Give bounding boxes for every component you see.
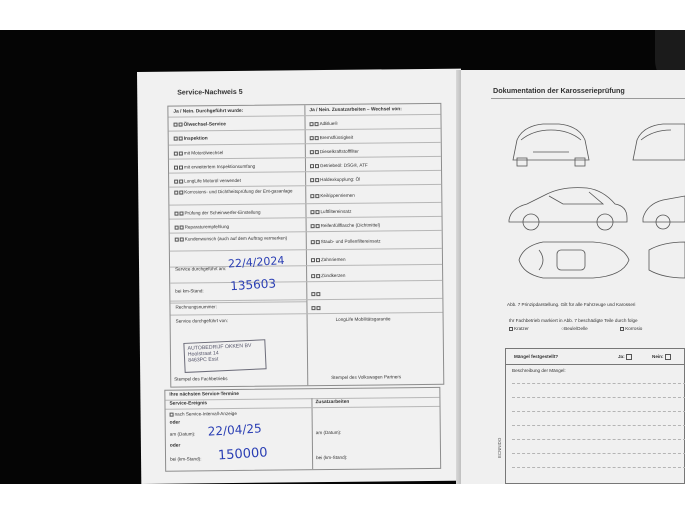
item-label: Reparaturempfehlung	[184, 224, 230, 230]
checkbox-no[interactable]	[316, 240, 320, 244]
checkbox-yes[interactable]	[310, 136, 314, 140]
extra-item	[310, 193, 355, 198]
car-front-view	[633, 124, 685, 160]
writing-line	[512, 453, 685, 454]
checkbox-yes[interactable]	[311, 240, 315, 244]
page-title: Service-Nachweis 5	[177, 88, 243, 97]
item-label: Kundenwunsch (auch auf dem Auftrag vermerken)	[184, 235, 288, 242]
grid-line	[166, 406, 440, 410]
grid-line	[165, 397, 439, 401]
checkbox-yes[interactable]	[174, 165, 178, 169]
checkbox-yes[interactable]	[310, 194, 314, 198]
checkbox-yes[interactable]	[174, 211, 178, 215]
checkbox-yes[interactable]	[311, 258, 315, 262]
extra-item	[311, 257, 346, 262]
vertical-code: ECNNIDO	[497, 437, 502, 458]
car-top-view	[519, 242, 685, 278]
next-service-table	[164, 387, 441, 472]
stamp-line: Hoolstraat 14	[187, 350, 219, 358]
stamp-line: AUTOBEDRIJF OKKEN BV	[187, 342, 252, 352]
extra-item	[311, 238, 381, 244]
title-rule	[491, 98, 685, 99]
extra-item	[311, 291, 321, 296]
checkbox-yes[interactable]	[310, 150, 314, 154]
legend-corrosion: Korrosio	[625, 326, 643, 331]
writing-line	[512, 425, 685, 426]
extra-item	[311, 222, 381, 228]
checkbox-yes[interactable]	[310, 210, 314, 214]
service-record-page	[137, 69, 465, 484]
item-label: Zahnriemen	[320, 256, 346, 263]
checkbox-yes[interactable]	[311, 306, 315, 310]
item-label: Zündkerzen	[321, 272, 346, 279]
checklist-item	[174, 150, 223, 156]
extra-item	[310, 121, 338, 126]
no-label	[652, 354, 672, 360]
checkbox-yes[interactable]	[310, 178, 314, 182]
writing-line	[512, 467, 685, 468]
vw-stamp-label: Stempel des Volkswagen Partners	[331, 374, 402, 380]
item-label: Prüfung der Scheinwerfer-Einstellung	[184, 209, 261, 216]
checkbox-no[interactable]	[179, 165, 183, 169]
item-label: LongLife Motoröl verwendet	[184, 177, 241, 184]
extra-item	[310, 177, 360, 183]
yes-label	[618, 354, 633, 360]
checkbox-yes[interactable]	[174, 123, 178, 127]
next-title: Ihre nächsten Service-Termine	[169, 391, 239, 398]
item-label: Staub- und Pollenfiltereinsatz	[320, 238, 381, 245]
writing-line	[512, 439, 685, 440]
checkbox-no[interactable]	[179, 123, 183, 127]
checkbox-no[interactable]	[180, 237, 184, 241]
checkbox-no[interactable]	[179, 151, 183, 155]
defects-header	[506, 349, 684, 365]
legend-dent: Beule/Delle	[564, 326, 588, 331]
writing-line	[512, 383, 685, 384]
item-label: Korrosions- und Dichtheitsprüfung der Ent-gasanlage	[184, 188, 293, 195]
checklist-item	[175, 224, 229, 230]
checkbox-no[interactable]	[316, 258, 320, 262]
no-text: Nein:	[652, 354, 664, 360]
checklist-item	[175, 235, 295, 241]
next-km-label: bei (km-Stand):	[170, 456, 202, 462]
checkbox-yes[interactable]	[174, 190, 178, 194]
checkbox-no[interactable]	[315, 164, 319, 168]
invoice-label: Rechnungsnummer:	[175, 304, 217, 310]
checkbox-no[interactable]	[316, 274, 320, 278]
legend-checkbox[interactable]	[620, 327, 624, 331]
extra-item	[310, 163, 368, 169]
car-diagrams	[503, 100, 685, 300]
body-inspection-page	[461, 70, 685, 484]
next-extra-header: Zusatzarbeiten	[315, 399, 350, 406]
or-label: oder	[169, 443, 181, 449]
extra-item	[310, 135, 354, 140]
checkbox-no[interactable]	[315, 150, 319, 154]
checkbox-no[interactable]	[316, 292, 320, 296]
item-label: Ölwechsel-Service	[183, 122, 226, 128]
next-event-header: Service-Ereignis	[169, 401, 208, 407]
item-label: Dieselkraftstofffilter	[319, 148, 359, 155]
next-date-handwritten: 22/04/25	[207, 421, 263, 439]
item-label: mit Motorölwechsel	[183, 150, 224, 156]
performed-by-label: Service durchgeführt von:	[175, 318, 228, 324]
checkbox-no[interactable]	[316, 224, 320, 228]
checkbox-yes[interactable]	[175, 225, 179, 229]
workshop-stamp	[183, 339, 266, 373]
checklist-item	[174, 136, 208, 142]
checkbox-no[interactable]	[179, 179, 183, 183]
defects-box	[505, 348, 685, 484]
checkbox-no[interactable]	[315, 210, 319, 214]
car-rear-view	[513, 124, 589, 166]
checkbox-no[interactable]	[315, 136, 319, 140]
no-checkbox[interactable]	[665, 354, 671, 360]
checkbox-no[interactable]	[315, 122, 319, 126]
yes-text: Ja:	[618, 354, 625, 360]
extra-item	[311, 305, 321, 310]
checklist-item	[174, 122, 226, 128]
item-label: mit erweitertem Inspektionsumfang	[183, 163, 256, 170]
checkbox-no[interactable]	[315, 194, 319, 198]
right-date-label: am (Datum):	[315, 429, 342, 436]
item-label: Getriebeöl: DSG®, ATF	[319, 162, 368, 169]
col-left-header: Ja / Nein. Durchgeführt wurde:	[173, 108, 244, 115]
checkbox-no[interactable]	[179, 190, 183, 194]
stamp-line: 8463PC Esst	[188, 356, 219, 364]
stamp-label: Stempel des Fachbetriebs	[174, 376, 228, 382]
km-handwritten: 135603	[229, 276, 277, 294]
checkbox-yes[interactable]	[174, 151, 178, 155]
checkbox-yes[interactable]	[174, 179, 178, 183]
extra-item	[311, 273, 345, 278]
checkbox-yes[interactable]	[175, 237, 179, 241]
legend-scratch: Kratzer	[514, 326, 529, 331]
checkbox-no[interactable]	[179, 137, 183, 141]
checkbox-yes[interactable]	[174, 137, 178, 141]
checkbox-yes[interactable]	[311, 274, 315, 278]
checkbox-yes[interactable]	[310, 122, 314, 126]
legend-checkbox[interactable]	[509, 327, 513, 331]
checklist-item	[174, 188, 294, 194]
item-label: Haldexkupplung: Öl	[320, 176, 361, 183]
next-km-handwritten: 150000	[217, 445, 269, 464]
description-label: Beschreibung der Mängel:	[512, 368, 566, 373]
car-side-view	[509, 188, 685, 230]
yes-checkbox[interactable]	[626, 354, 632, 360]
extra-item	[310, 149, 359, 155]
legend	[509, 326, 642, 331]
item-label: Luftfiltereinsatz	[320, 208, 352, 215]
checkbox[interactable]	[170, 412, 174, 416]
km-label: bei km-Stand:	[175, 288, 204, 294]
col-right-header: Ja / Nein. Zusatzarbeiten – Wechsel von:	[309, 107, 402, 114]
grid-line	[170, 301, 306, 303]
page-title: Dokumentation der Karosserieprüfung	[493, 86, 625, 95]
date-label: am (Datum):	[169, 431, 196, 437]
writing-line	[512, 397, 685, 398]
writing-line	[512, 411, 685, 412]
item-label: Inspektion	[183, 136, 208, 142]
checkbox-yes[interactable]	[311, 224, 315, 228]
interval-label: nach Service-Intervall-Anzeige	[174, 410, 237, 417]
legend-circle-icon: ○	[561, 326, 565, 331]
item-label: AdBlue®	[319, 120, 338, 127]
or-label: oder	[169, 420, 181, 426]
checkbox-no[interactable]	[315, 178, 319, 182]
mobility-label: LongLife Mobilitätsgarantie	[335, 316, 391, 322]
service-date-handwritten: 22/4/2024	[227, 254, 285, 271]
service-date-label: Service durchgeführt am:	[175, 266, 227, 272]
checkbox-no[interactable]	[180, 225, 184, 229]
checklist-item	[174, 164, 255, 170]
checkbox-no[interactable]	[179, 211, 183, 215]
checkbox-no[interactable]	[316, 306, 320, 310]
grid-divider	[311, 398, 313, 469]
checklist-item	[174, 178, 241, 184]
checkbox-yes[interactable]	[310, 164, 314, 168]
checklist-item	[174, 210, 260, 216]
item-label: Bremsflüssigkeit	[319, 134, 354, 141]
checkbox-yes[interactable]	[311, 292, 315, 296]
item-label: Keilrippenriemen	[320, 192, 355, 199]
interval-option	[170, 411, 237, 417]
marking-note: Ihr Fachbetrieb markiert in Abb. 7 beschädigte Teile durch folge	[509, 318, 638, 323]
extra-item	[310, 209, 351, 214]
figure-caption: Abb. 7 Prinzipdarstellung. Gilt für alle Fahrzeuge und Karosseri	[507, 302, 636, 307]
item-label: Reifenfüllflasche (Dichtmittel)	[320, 222, 381, 229]
grid-divider	[304, 105, 308, 385]
defects-label: Mängel festgestellt?	[514, 354, 559, 359]
right-km-label: bei (km-Stand):	[316, 454, 348, 461]
